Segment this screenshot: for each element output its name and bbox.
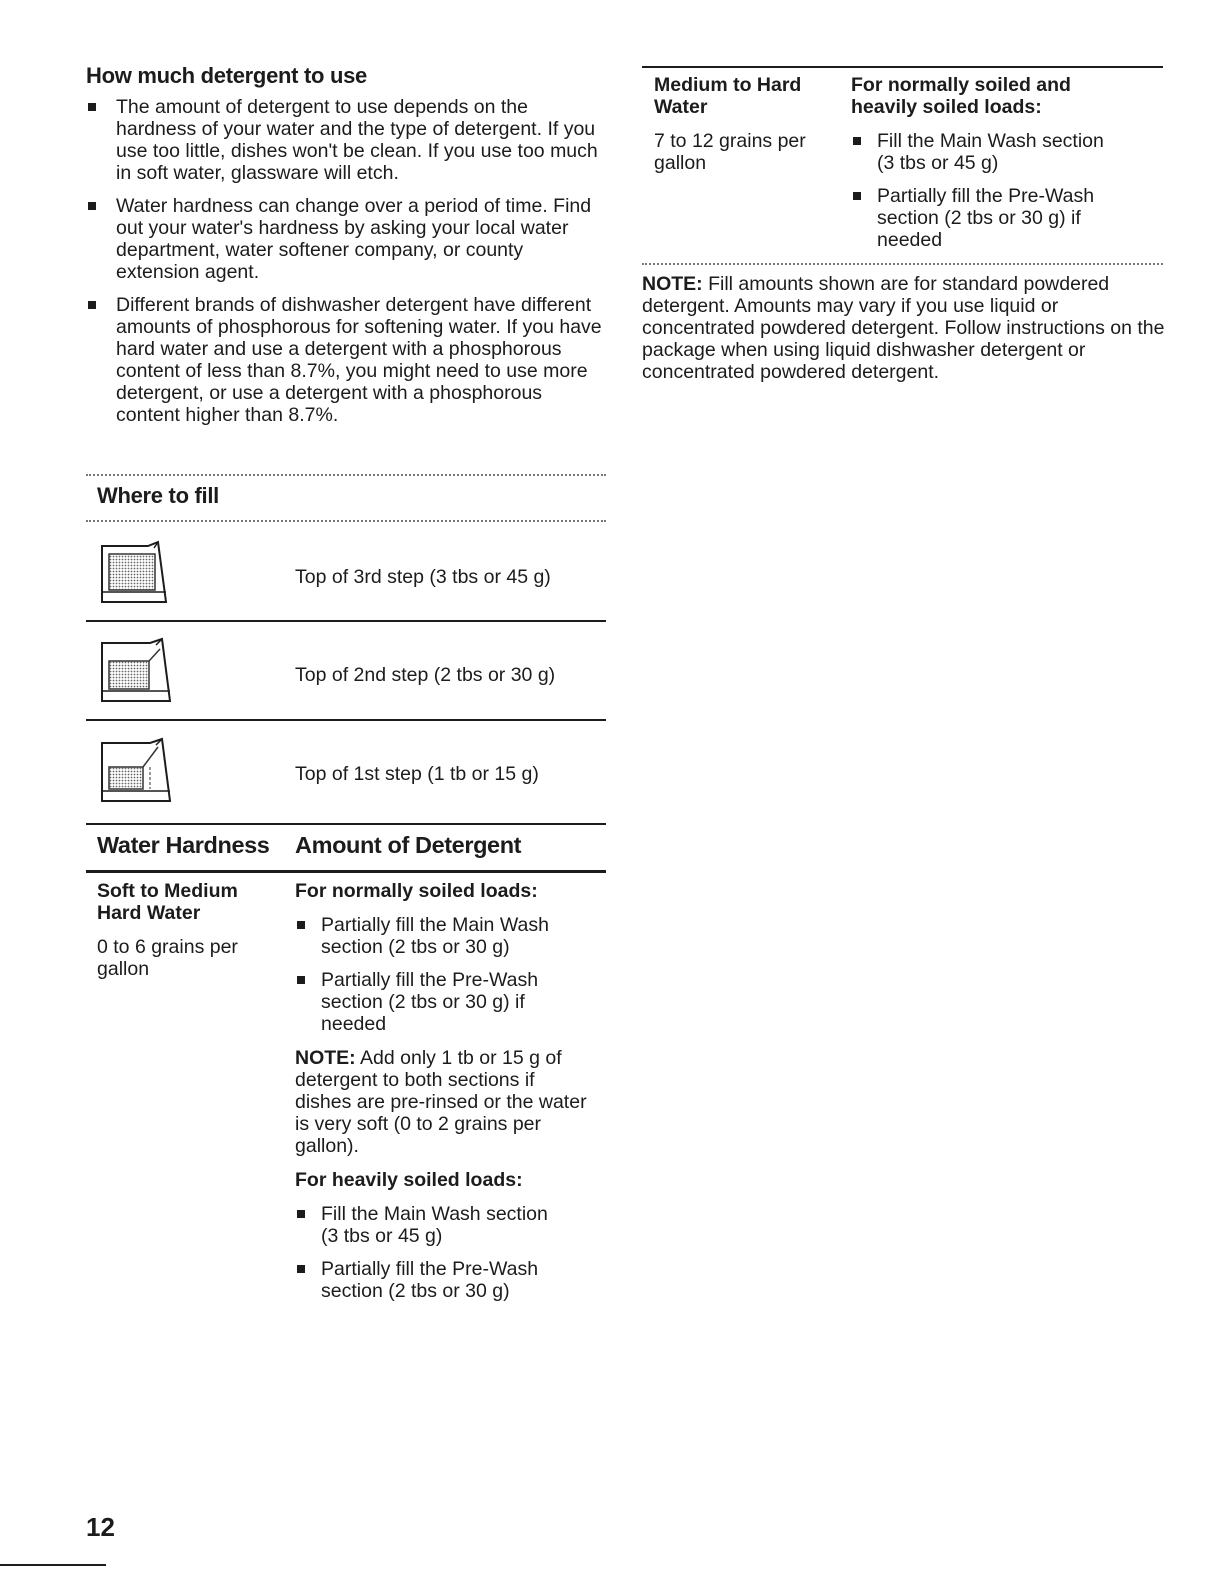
row-divider (86, 719, 606, 721)
divider (86, 474, 606, 476)
hard-water-amount-cell (851, 74, 1151, 262)
list-item: The amount of detergent to use depends on the hardness of your water and the type of detergent. If you use too little, dishes won't be clean. If you use too much in soft water, glassware will etch. (86, 96, 606, 184)
section-title-fill: Where to fill (97, 483, 219, 508)
table-header-hardness: Water Hardness (97, 832, 270, 858)
soft-water-label: Soft to Medium Hard Water (97, 880, 238, 924)
list-item: Partially fill the Main Wash section (2 tbs or 30 g) (295, 914, 565, 958)
detergent-bullets (86, 96, 606, 437)
row-divider (86, 823, 606, 825)
note-label: NOTE: (642, 273, 703, 295)
fill-note (642, 273, 1167, 383)
soft-water-amount-cell (295, 880, 600, 1313)
table-header-amount: Amount of Detergent (295, 832, 522, 858)
footer-rule (0, 1564, 106, 1566)
list-item: Water hardness can change over a period of time. Find out your water's hardness by asking your local water department, water softener company, or county extension agent. (86, 195, 606, 283)
dispenser-3rd-step-icon (100, 540, 168, 606)
hard-water-cell (654, 74, 834, 174)
divider (642, 263, 1163, 265)
list-item: Partially fill the Pre-Wash section (2 tbs or 30 g) if needed (295, 969, 565, 1035)
list-item: Partially fill the Pre-Wash section (2 tbs or 30 g) if needed (851, 185, 1116, 251)
note-text: Add only 1 tb or 15 g of detergent to both sections if dishes are pre-rinsed or the water is very soft (0 to 2 grains per gallon). (295, 1047, 587, 1157)
fill-row-text: Top of 1st step (1 tb or 15 g) (295, 763, 539, 785)
dispenser-1st-step-icon (100, 737, 172, 805)
row-divider (86, 620, 606, 622)
note-text: Fill amounts shown are for standard powdered detergent. Amounts may vary if you use liquid or concentrated powdered detergent. Follow instructions on the package when using liquid dishwasher detergent or concentrated powdered detergent. (642, 273, 1165, 383)
table-header-rule (86, 870, 606, 873)
soft-water-grains: 0 to 6 grains per gallon (97, 936, 238, 980)
section-title-detergent: How much detergent to use (86, 63, 367, 88)
fill-row-text: Top of 3rd step (3 tbs or 45 g) (295, 566, 551, 588)
normal-loads-bullets (295, 914, 565, 1035)
page-number: 12 (86, 1512, 115, 1542)
list-item: Fill the Main Wash section (3 tbs or 45 g) (295, 1203, 565, 1247)
note-label: NOTE: (295, 1047, 356, 1069)
hard-water-label: Medium to Hard Water (654, 74, 802, 118)
soft-water-cell (97, 880, 277, 980)
hard-loads-bullets (851, 130, 1116, 251)
divider (86, 520, 606, 522)
list-item: Different brands of dishwasher detergent have different amounts of phosphorous for softening water. If you have hard water and use a detergent with a phosphorous content of less than 8.7%, you might need to use more detergent, or use a detergent with a phosphorous content higher than 8.7%. (86, 294, 606, 426)
normal-loads-heading: For normally soiled loads: (295, 880, 538, 902)
fill-row-text: Top of 2nd step (2 tbs or 30 g) (295, 664, 556, 686)
list-item: Fill the Main Wash section (3 tbs or 45 g) (851, 130, 1116, 174)
table-top-rule (642, 66, 1163, 68)
list-item: Partially fill the Pre-Wash section (2 tbs or 30 g) (295, 1258, 565, 1302)
hard-water-grains: 7 to 12 grains per gallon (654, 130, 806, 174)
soft-note (295, 1047, 595, 1157)
hard-loads-heading: For normally soiled and heavily soiled loads: (851, 74, 1071, 118)
heavy-loads-bullets (295, 1203, 565, 1302)
heavy-loads-heading: For heavily soiled loads: (295, 1169, 523, 1191)
dispenser-2nd-step-icon (100, 637, 172, 705)
